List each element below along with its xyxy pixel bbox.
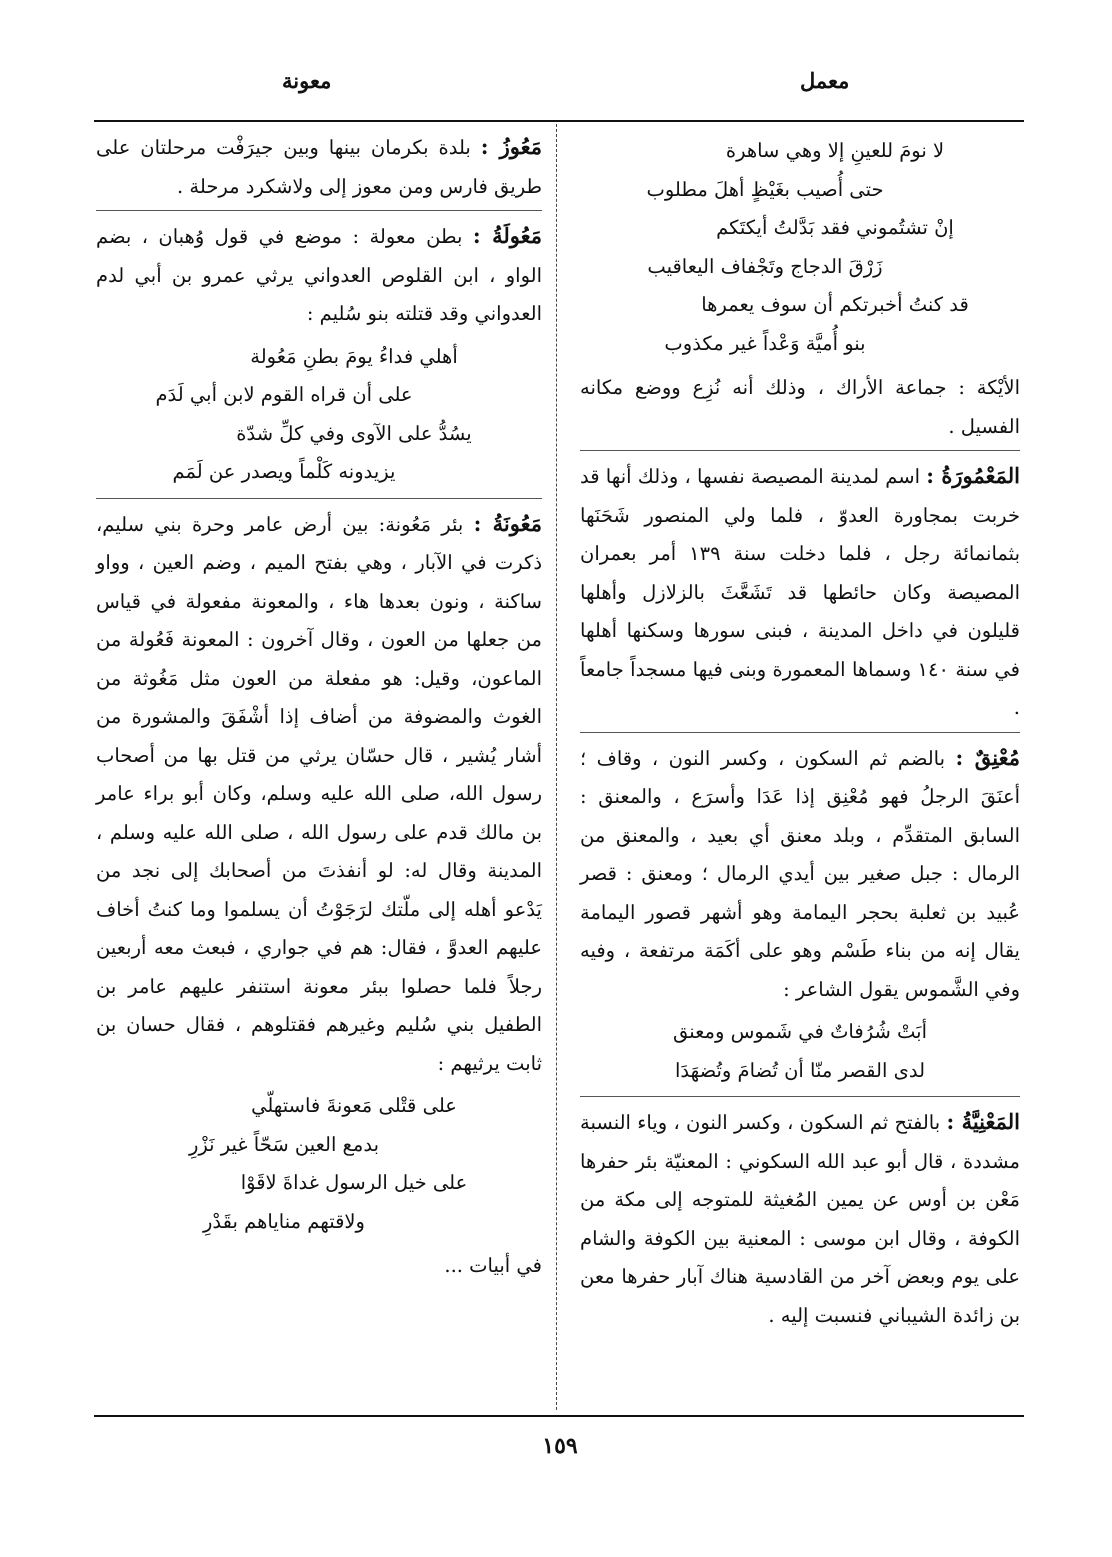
- entry-separator: [580, 1096, 1020, 1097]
- verse-line: أبَتْ شُرُفاتٌ في شَموس ومعنق: [673, 1020, 927, 1043]
- verse-line: يسُدُّ على الآوى وفي كلِّ شدّة: [236, 421, 472, 445]
- aika-paragraph: الأيْكة : جماعة الأراك ، وذلك أنه نُزِع ووضع مكانه الفسيل .: [580, 376, 1020, 438]
- page-number: ١٥٩: [542, 1433, 578, 1459]
- entry-mamura: [580, 457, 1020, 728]
- verse-line: على أن قراه القوم لابن أبي لَدَم: [155, 383, 413, 406]
- verse-line: زَرْقَ الدجاج وتَجْفاف اليعاقيب: [647, 254, 883, 278]
- left-column: [96, 128, 542, 1288]
- verse-line: إنْ تشتُموني فقد بَدَّلتُ أيكتَكم: [716, 216, 954, 239]
- right-poem-1: [580, 132, 1020, 363]
- verse-line: على خيل الرسول غداةَ لاقَوْا: [240, 1171, 468, 1194]
- entry-separator: [96, 210, 542, 211]
- left-poem-1: [96, 338, 542, 492]
- verse-line: ولاقتهم مناياهم بقَدْرِ: [203, 1209, 365, 1233]
- header-left-word: معونة: [282, 68, 332, 93]
- column-divider: [556, 124, 557, 1410]
- verse-line: حتى أُصيب بغَيْظٍ أهلَ مطلوب: [646, 177, 884, 201]
- entry-text: بطن معولة : موضع في قول وُهبان ، بضم الواو ، ابن القلوص العدواني يرثي عمرو بن أبي لدم العدواني وقد قتلته بنو سُليم :: [96, 225, 542, 325]
- entry-text: اسم لمدينة المصيصة نفسها ، وذلك أنها قد خربت بمجاورة العدوّ ، فلما ولي المنصور شَحَنَها بثمانمائة رجل ، فلما دخلت سنة ١٣٩ أمر بعمران المصيصة وكان حائطها قد تَشَعَّثَ بالزلازل وأهلها قليلون في داخل المدينة ، فبنى سورها وسكنها أهلها في سنة ١٤٠ وسماها المعمورة وبنى فيها مسجداً جامعاً .: [580, 465, 1020, 719]
- verse-line: لا نومَ للعينِ إلا وهي ساهرة: [725, 139, 945, 162]
- right-poem-2: [580, 1013, 1020, 1090]
- entry-muanniq: [580, 739, 1020, 1010]
- headword: مَعُوزُ :: [480, 134, 542, 159]
- entry-text: بالفتح ثم السكون ، وكسر النون ، وياء النسبة مشددة ، قال أبو عبد الله السكوني : المعنيّة بئر حفرها مَعْن بن أوس عن يمين المُغيثة للمتوجه إلى مكة من الكوفة ، وقال ابن موسى : المعنية بين الكوفة والشام على يوم وبعض آخر من القادسية هناك آبار حفرها معن بن زائدة الشيباني فنسبت إليه .: [580, 1111, 1020, 1327]
- headword: مَعُونَةُ :: [473, 510, 542, 536]
- header-right-word: معمل: [800, 68, 850, 93]
- headword: المَعْنِيَّةُ :: [946, 1109, 1021, 1134]
- verse-line: على قتْلى مَعونةَ فاستهلّي: [251, 1094, 457, 1117]
- verse-line: قد كنتُ أخبرتكم أن سوف يعمرها: [701, 293, 969, 316]
- verse-line: يزيدونه كَلْماً ويصدر عن لَمَم: [172, 460, 396, 483]
- entry-maniyya: [580, 1103, 1020, 1335]
- entry-text: بئر مَعُونة: بين أرض عامر وحرة بني سليم، ذكرت في الآبار ، وهي بفتح الميم ، وضم العين ، وواو ساكنة ، ونون بعدها هاء ، والمعونة مفعولة في قياس من جعلها من العون ، وقال آخرون : المعونة فَعُولة من الماعون، وقيل: هو مفعلة من العون مثل مَغُوثة من الغوث والمضوفة من أضاف إذا أشْفَقَ والمشورة من أشار يُشير ، قال حسّان يرثي من قتل بها من أصحاب رسول الله، صلى الله عليه وسلم، وكان أبو براء عامر بن مالك قدم على رسول الله ، صلى الله عليه وسلم ، المدينة وقال له: لو أنفذتَ من أصحابك إلى نجد من يَدْعو أهله إلى ملّتك لرَجَوْتُ أن يسلموا وما كنتُ أخاف عليهم العدوَّ ، فقال: هم في جواري ، فبعث معه أربعين رجلاً فلما حصلوا ببئر معونة استنفر عليهم عامر بن الطفيل بني سُليم وغيرهم فقتلوهم ، فقال حسان بن ثابت يرثيهم :: [96, 512, 542, 1075]
- headword: المَعْمُورَةُ :: [926, 463, 1021, 488]
- bottom-rule: [94, 1415, 1024, 1417]
- left-poem-2: [96, 1087, 542, 1241]
- entry-text: بلدة بكرمان بينها وبين جيرَفْت مرحلتان على طريق فارس ومن معوز إلى ولاشكرد مرحلة .: [96, 136, 542, 198]
- entry-separator: [96, 498, 542, 499]
- headword: مَعُولَةُ :: [472, 223, 542, 248]
- top-rule: [94, 120, 1024, 122]
- verse-line: بدمع العين سَحّاً غير نَزْرِ: [188, 1132, 380, 1156]
- entry-mauna: [96, 505, 542, 1084]
- entry-separator: [580, 732, 1020, 733]
- headword: مُعْنِقٌ :: [955, 744, 1020, 770]
- verse-line: أهلي فداءُ يومَ بطنِ مَعُولة: [250, 344, 458, 368]
- entry-text: بالضم ثم السكون ، وكسر النون ، وقاف ؛ أعنَقَ الرجلُ فهو مُعْنِق إذا عَدَا وأسرَع ، والمعنق : السابق المتقدِّم ، وبلد معنق أي بعيد ، والمعنق من الرمال : جبل صغير بين أيدي الرمال ؛ ومعنق : قصر عُبيد بن ثعلبة بحجر اليمامة وهو أشهر قصور اليمامة يقال إنه من بناء طَسْم وهو على أكَمَة مرتفعة ، وفيه وفي الشَّموس يقول الشاعر :: [580, 746, 1020, 1001]
- verse-line: لدى القصر منّا أن تُضامَ وتُضهَدَا: [674, 1058, 926, 1082]
- entry-separator: [580, 450, 1020, 451]
- entry-maaz: [96, 128, 542, 206]
- verse-line: بنو أُميَّة وَعْداً غير مكذوب: [664, 331, 866, 355]
- right-column: [580, 128, 1020, 1337]
- closing-text: في أبيات ...: [444, 1254, 542, 1277]
- entry-maula: [96, 217, 542, 334]
